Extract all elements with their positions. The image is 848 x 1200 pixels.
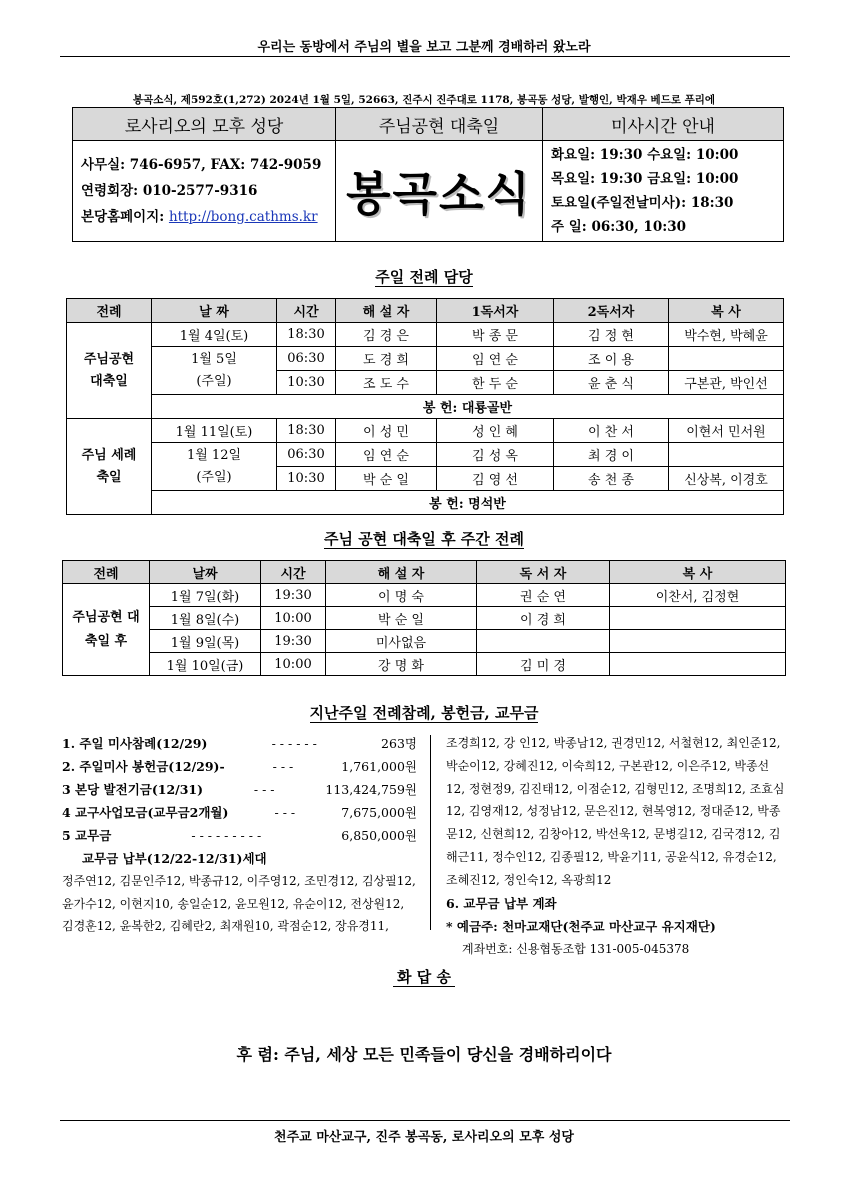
table-row: 10:30 박 순 일 김 영 선 송 천 종 신상복, 이경호 xyxy=(67,467,784,491)
mass-time-row: 목요일: 19:30 금요일: 10:00 xyxy=(551,171,739,187)
payment-names-left: 정주연12, 김문인주12, 박종규12, 이주영12, 조민경12, 김상필12, 윤가수12, 이현지10, 송일순12, 윤모원12, 유순이12, 전상원12, 김경훈12, 윤복한2, 김혜란2, 최재원10, 곽점순12, 장유경11, xyxy=(62,874,416,933)
mass-time-title: 미사시간 안내 xyxy=(543,108,784,141)
office-phone: 사무실: 746-6957, FAX: 742-9059 xyxy=(81,157,322,173)
payment-names-right-block xyxy=(446,732,786,961)
bottom-divider xyxy=(60,1120,790,1121)
table-header: 전례 날 짜 시간 해 설 자 1독서자 2독서자 복 사 xyxy=(67,299,784,323)
column-divider xyxy=(430,735,431,930)
table-row: 1월 9일(목) 19:30 미사없음 xyxy=(63,630,786,653)
payment-title: 교무금 납부(12/22-12/31)세대 xyxy=(82,851,267,866)
weekday-liturgy-table xyxy=(62,560,786,676)
mass-times xyxy=(543,141,784,242)
table-row: 1월 12일 (주일) 06:30 임 연 순 김 성 옥 최 경 이 xyxy=(67,443,784,467)
offering-row: 봉 헌: 명석반 xyxy=(67,491,784,515)
homepage xyxy=(81,204,327,230)
last-week-summary xyxy=(62,732,417,938)
summary-row: 1. 주일 미사참례(12/29) - - - - - - 263명 xyxy=(62,736,417,751)
summary-row: 5 교무금 - - - - - - - - - 6,850,000원 xyxy=(62,828,417,843)
table-row: 주님 세례축일 1월 11일(토) 18:30 이 성 민 성 인 혜 이 찬 서 이현서 민서원 xyxy=(67,419,784,443)
mass-time-row: 화요일: 19:30 수요일: 10:00 xyxy=(551,147,739,163)
account-holder: * 예금주: 천마교재단(천주교 마산교구 유지재단) xyxy=(446,918,716,934)
refrain: 후 렴: 주님, 세상 모든 민족들이 당신을 경배하리이다 xyxy=(236,1045,612,1064)
table-row: 1월 5일 (주일) 06:30 도 경 희 임 연 순 조 이 용 xyxy=(67,347,784,371)
sunday-liturgy-table xyxy=(66,298,784,515)
mass-time-row: 토요일(주일전날미사): 18:30 xyxy=(551,195,734,211)
sunday-liturgy-title: 주일 전례 담당 xyxy=(375,268,473,286)
publication-info: 봉곡소식, 제592호(1,272) 2024년 1월 5일, 52663, 진주시 진주대로 1178, 봉곡동 성당, 발행인, 박재우 베드로 푸리에 xyxy=(132,94,716,106)
footer: 천주교 마산교구, 진주 봉곡동, 로사리오의 모후 성당 xyxy=(274,1130,574,1145)
summary-row: 3 본당 발전기금(12/31) - - - 113,424,759원 xyxy=(62,782,417,797)
contact-info xyxy=(73,141,336,242)
parish-name: 로사리오의 모후 성당 xyxy=(73,108,336,141)
offering-row: 봉 헌: 대룡골반 xyxy=(67,395,784,419)
account-number: 계좌번호: 신용협동조합 131-005-045378 xyxy=(462,941,690,956)
responsorial-title: 화 답 송 xyxy=(0,966,848,987)
homepage-link[interactable]: http://bong.cathms.kr xyxy=(168,209,318,225)
liturgy-name: 주님공현 대축일 후 xyxy=(63,584,150,676)
table-row: 1월 8일(수) 10:00 박 순 일 이 경 희 xyxy=(63,607,786,630)
motto: 우리는 동방에서 주님의 별을 보고 그분께 경배하러 왔노라 xyxy=(257,40,591,55)
mass-time-row: 주 일: 06:30, 10:30 xyxy=(551,219,686,235)
feast-name: 주님공현 대축일 xyxy=(336,108,543,141)
last-week-title: 지난주일 전례참례, 봉헌금, 교무금 xyxy=(309,704,539,722)
payment-names-right: 조경희12, 강 인12, 박종남12, 권경민12, 서철현12, 최인준12, 박순이12, 강혜진12, 이숙희12, 구본관12, 이은주12, 박종선12, 정현정9, 김진태12, 이점순12, 김형민12, 조명희12, 조효심12, 김영재12, 성정남12, 문은진12, 현복영12, 정대준12, 박종문12, 신현희12, 김창아12, 박선욱12, 문병길12, 김국경12, 김해근11, 정수인12, 김종필12, 박윤기11, 공윤식12, 유경순12, 조혜진12, 정인숙12, 옥광희12 xyxy=(446,736,785,887)
table-row: 주님공현 대축일 후 1월 7일(화) 19:30 이 명 숙 권 순 연 이찬서, 김정현 xyxy=(63,584,786,607)
header-box xyxy=(72,107,784,242)
council-phone: 연령회장: 010-2577-9316 xyxy=(81,183,258,199)
table-row: 10:30 조 도 수 한 두 순 윤 춘 식 구본관, 박인선 xyxy=(67,371,784,395)
liturgy-name: 주님 세례축일 xyxy=(67,419,152,515)
weekday-liturgy-title: 주님 공현 대축일 후 주간 전례 xyxy=(324,530,524,548)
liturgy-name: 주님공현 대축일 xyxy=(67,323,152,419)
table-row: 1월 10일(금) 10:00 강 명 화 김 미 경 xyxy=(63,653,786,676)
table-header: 전례 날짜 시간 해 설 자 독 서 자 복 사 xyxy=(63,561,786,584)
table-row: 주님공현 대축일 1월 4일(토) 18:30 김 경 은 박 종 문 김 정 현 박수현, 박혜윤 xyxy=(67,323,784,347)
homepage-label: 본당홈페이지: xyxy=(81,209,165,225)
summary-row: 4 교구사업모금(교무금2개월) - - - 7,675,000원 xyxy=(62,805,417,820)
top-divider xyxy=(60,56,790,57)
summary-row: 2. 주일미사 봉헌금(12/29)- - - - 1,761,000원 xyxy=(62,759,417,774)
bulletin-title: 봉곡소식 xyxy=(336,141,543,242)
account-title: 6. 교무금 납부 계좌 xyxy=(446,895,557,911)
